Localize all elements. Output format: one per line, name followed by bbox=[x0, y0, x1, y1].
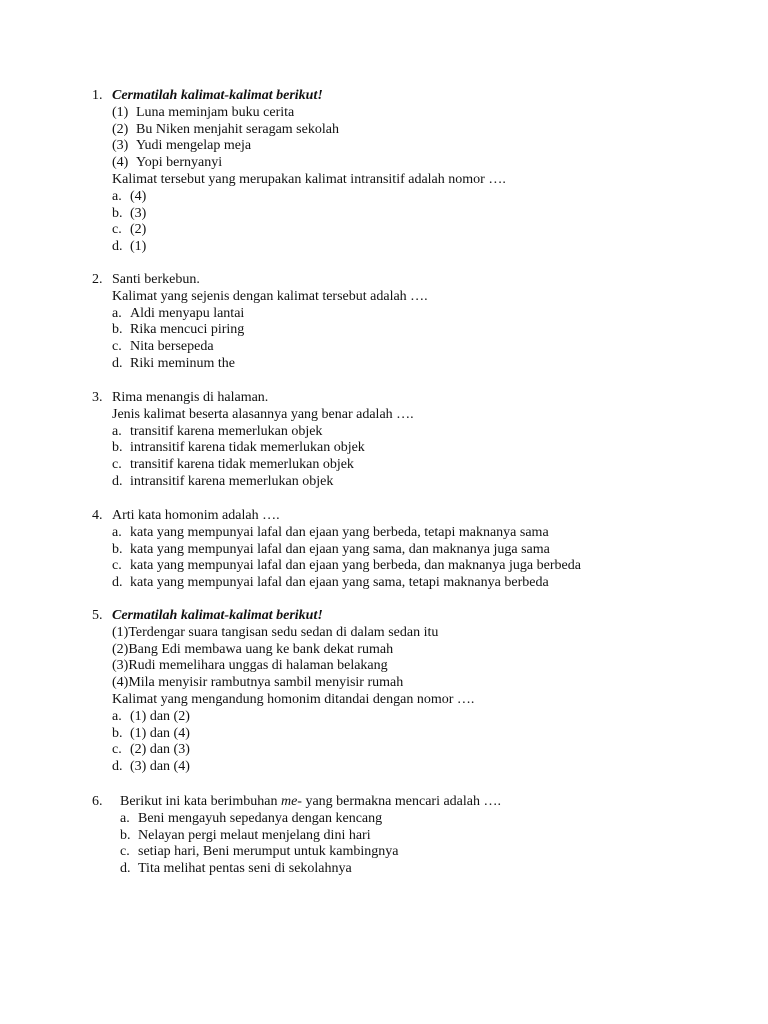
option-a: a. transitif karena memerlukan objek bbox=[112, 423, 323, 439]
option-a: a. Beni mengayuh sepedanya dengan kencang bbox=[120, 810, 383, 826]
question-text: Kalimat yang mengandung homonim ditandai dengan nomor …. bbox=[112, 691, 475, 707]
question-lead: Rima menangis di halaman. bbox=[112, 390, 269, 405]
option-d: d. intransitif karena memerlukan objek bbox=[112, 473, 334, 489]
option-d: d. (1) bbox=[112, 239, 147, 255]
option-c: c. (2) bbox=[112, 222, 147, 238]
question-5 bbox=[92, 608, 742, 776]
question-number: 2. bbox=[92, 272, 103, 287]
statement: (3) Yudi mengelap meja bbox=[112, 138, 252, 154]
option-d: d. Tita melihat pentas seni di sekolahnya bbox=[120, 861, 352, 877]
option-d: d. Riki meminum the bbox=[112, 355, 235, 371]
option-b: b. (1) dan (4) bbox=[112, 725, 190, 741]
question-3 bbox=[92, 390, 742, 491]
question-number: 3. bbox=[92, 390, 103, 405]
option-c: c. transitif karena tidak memerlukan objek bbox=[112, 457, 354, 473]
question-text: Berikut ini kata berimbuhan me- yang bermakna mencari adalah …. bbox=[120, 794, 501, 809]
question-text: Jenis kalimat beserta alasannya yang benar adalah …. bbox=[112, 406, 414, 422]
option-b: b. Rika mencuci piring bbox=[112, 322, 245, 338]
question-4 bbox=[92, 508, 742, 592]
question-2 bbox=[92, 272, 742, 373]
question-text: Arti kata homonim adalah …. bbox=[112, 508, 280, 523]
option-a: a. (1) dan (2) bbox=[112, 708, 190, 724]
question-title: Cermatilah kalimat-kalimat berikut! bbox=[112, 88, 323, 103]
question-6 bbox=[92, 794, 742, 878]
question-1 bbox=[92, 88, 742, 256]
prefix-emphasis: me- bbox=[280, 794, 302, 809]
option-c: c. Nita bersepeda bbox=[112, 339, 214, 355]
option-b: b. kata yang mempunyai lafal dan ejaan yang sama, dan maknanya juga sama bbox=[112, 541, 550, 557]
question-number: 4. bbox=[92, 508, 103, 523]
option-a: a. Aldi menyapu lantai bbox=[112, 305, 245, 321]
statement: (3)Rudi memelihara unggas di halaman belakang bbox=[112, 658, 388, 674]
question-title: Cermatilah kalimat-kalimat berikut! bbox=[112, 608, 323, 623]
statement: (4)Mila menyisir rambutnya sambil menyisir rumah bbox=[112, 675, 404, 691]
option-a: a. kata yang mempunyai lafal dan ejaan yang berbeda, tetapi maknanya sama bbox=[112, 524, 549, 540]
statement: (1)Terdengar suara tangisan sedu sedan di dalam sedan itu bbox=[112, 624, 439, 640]
statement: (1) Luna meminjam buku cerita bbox=[112, 104, 295, 120]
option-d: d. kata yang mempunyai lafal dan ejaan yang sama, tetapi maknanya berbeda bbox=[112, 575, 549, 591]
option-c: c. setiap hari, Beni merumput untuk kambingnya bbox=[120, 844, 399, 860]
option-c: c. (2) dan (3) bbox=[112, 742, 190, 758]
statement: (4) Yopi bernyanyi bbox=[112, 155, 223, 171]
statement: (2)Bang Edi membawa uang ke bank dekat rumah bbox=[112, 641, 394, 657]
option-a: a. (4) bbox=[112, 188, 147, 204]
question-number: 5. bbox=[92, 608, 103, 623]
statement: (2) Bu Niken menjahit seragam sekolah bbox=[112, 121, 339, 137]
option-d: d. (3) dan (4) bbox=[112, 759, 190, 775]
option-b: b. intransitif karena tidak memerlukan objek bbox=[112, 440, 365, 456]
option-c: c. kata yang mempunyai lafal dan ejaan yang berbeda, dan maknanya juga berbeda bbox=[112, 558, 581, 574]
question-text: Kalimat tersebut yang merupakan kalimat intransitif adalah nomor …. bbox=[112, 171, 506, 187]
question-number: 1. bbox=[92, 88, 103, 103]
option-b: b. Nelayan pergi melaut menjelang dini hari bbox=[120, 827, 371, 843]
question-number: 6. bbox=[92, 794, 103, 809]
option-b: b. (3) bbox=[112, 205, 147, 221]
question-text: Kalimat yang sejenis dengan kalimat tersebut adalah …. bbox=[112, 288, 428, 304]
question-lead: Santi berkebun. bbox=[112, 272, 200, 287]
